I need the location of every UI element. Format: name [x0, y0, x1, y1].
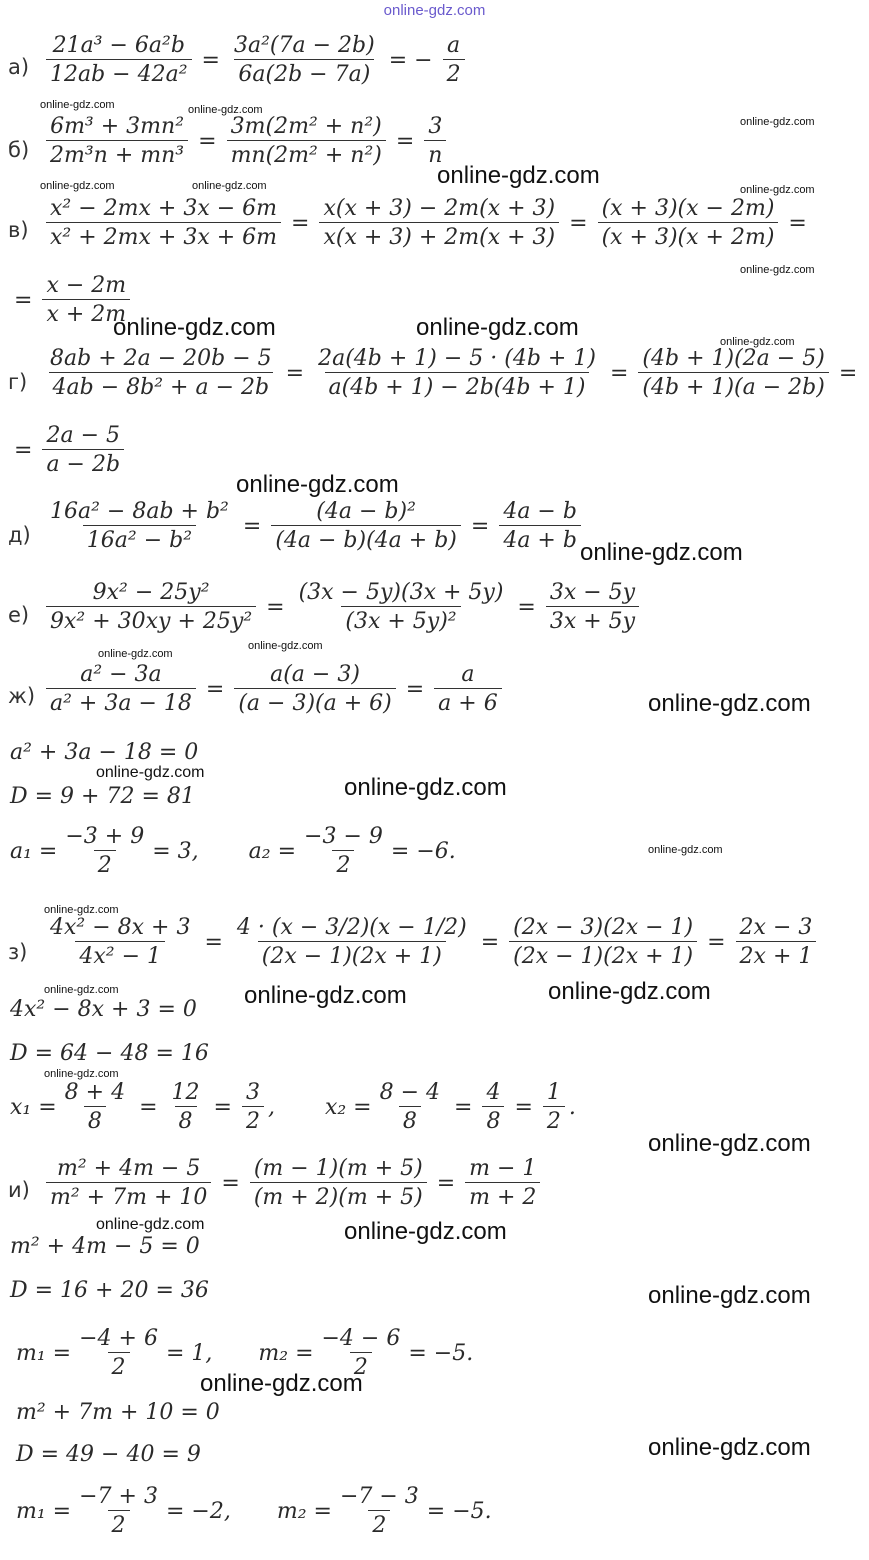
numerator: x − 2m	[46, 273, 127, 298]
numerator: (4a − b)²	[316, 499, 416, 524]
numerator: 9x² − 25y²	[92, 580, 210, 605]
numerator: (4b + 1)(2a − 5)	[642, 346, 825, 371]
equals-sign: =	[291, 210, 310, 236]
fraction	[46, 196, 281, 250]
numerator: 3a²(7a − 2b)	[233, 33, 375, 58]
fraction	[736, 915, 817, 969]
denominator: 12ab − 42a²	[46, 59, 192, 87]
watermark: online-gdz.com	[200, 1370, 363, 1397]
fraction	[168, 1080, 204, 1134]
numerator: 2a − 5	[46, 423, 121, 448]
denominator: (a − 3)(a + 6)	[234, 688, 395, 716]
numerator: 2x − 3	[739, 915, 813, 940]
numerator: −3 − 9	[304, 824, 383, 849]
fraction	[61, 1080, 129, 1134]
numerator: m² + 4m − 5	[56, 1156, 201, 1181]
denominator: (3x + 5y)²	[341, 606, 460, 634]
label-d: д)	[8, 523, 31, 547]
root-value: = −5.	[426, 1498, 492, 1524]
denominator: (2x − 1)(2x + 1)	[258, 941, 446, 969]
top-watermark: online-gdz.com	[383, 2, 486, 19]
fraction	[46, 580, 256, 634]
root-label: x₁ =	[10, 1094, 57, 1120]
numerator: −7 + 3	[79, 1484, 158, 1509]
numerator: m − 1	[469, 1156, 537, 1181]
numerator: a(a − 3)	[270, 662, 360, 687]
watermark: online-gdz.com	[648, 1282, 811, 1309]
denominator: (2x − 1)(2x + 1)	[509, 941, 697, 969]
watermark: online-gdz.com	[236, 471, 399, 498]
denominator: (4b + 1)(a − 2b)	[638, 372, 828, 400]
root-label: m₁ =	[16, 1498, 72, 1524]
label-g: г)	[8, 370, 28, 394]
roots-line	[10, 824, 456, 878]
fraction	[46, 1156, 211, 1210]
equals-sign: =	[569, 210, 588, 236]
equals-sign: =	[198, 128, 217, 154]
denominator: 8	[482, 1106, 504, 1134]
denominator: 16a² − b²	[83, 525, 196, 553]
fraction	[46, 499, 233, 553]
equation-line: m² + 4m − 5 = 0	[10, 1234, 200, 1259]
equation-line: a² + 3a − 18 = 0	[10, 740, 199, 765]
denominator: 4x² − 1	[75, 941, 165, 969]
denominator: (x + 3)(x + 2m)	[598, 222, 779, 250]
discriminant-line: D = 64 − 48 = 16	[10, 1041, 209, 1066]
denominator: 8	[175, 1106, 197, 1134]
numerator: x² − 2mx + 3x − 6m	[50, 196, 278, 221]
denominator: a + 6	[434, 688, 502, 716]
fraction	[336, 1484, 423, 1538]
numerator: 4a − b	[503, 499, 577, 524]
fraction	[546, 580, 639, 634]
numerator: 1	[546, 1080, 561, 1105]
equals-sign: =	[285, 360, 305, 386]
numerator: (2x − 3)(2x − 1)	[513, 915, 694, 940]
fraction	[543, 1080, 565, 1134]
fraction	[482, 1080, 504, 1134]
equals-sign: =	[242, 513, 262, 539]
denominator: mn(2m² + n²)	[227, 140, 386, 168]
denominator: 2x + 1	[736, 941, 817, 969]
denominator: 2	[443, 59, 465, 87]
equation-line: 4x² − 8x + 3 = 0	[10, 997, 197, 1022]
denominator: x² + 2mx + 3x + 6m	[46, 222, 281, 250]
root-label: a₁ =	[10, 838, 58, 864]
equals-sign: =	[609, 360, 629, 386]
denominator: n	[424, 140, 446, 168]
denominator: 2	[368, 1510, 390, 1538]
watermark: online-gdz.com	[580, 539, 743, 566]
fraction	[319, 196, 559, 250]
fraction	[75, 1326, 162, 1380]
fraction	[598, 196, 779, 250]
fraction	[250, 1156, 427, 1210]
numerator: (3x − 5y)(3x + 5y)	[298, 580, 504, 605]
expression-zh	[42, 662, 506, 716]
watermark: online-gdz.com	[44, 904, 119, 916]
equals-sign: =	[514, 1094, 533, 1120]
fraction	[434, 662, 502, 716]
numerator: 4x² − 8x + 3	[50, 915, 191, 940]
fraction	[242, 1080, 264, 1134]
watermark: online-gdz.com	[740, 264, 815, 276]
watermark: online-gdz.com	[192, 180, 267, 192]
watermark: online-gdz.com	[648, 1130, 811, 1157]
numerator: 6m³ + 3mn²	[50, 114, 185, 139]
denominator: 2	[108, 1352, 130, 1380]
fraction	[234, 662, 395, 716]
roots-line: x₁ = $\frac{8 + 4}{8}$ = $\frac{12}{8}$ = $\frac{3}{2}$ , x₂ = $\frac{8 - 4}{8}$ = $\frac{4}{8}$ = $\frac{1}{2}$ .	[10, 1080, 576, 1134]
root-label: m₂ =	[258, 1340, 314, 1366]
equals-sign: =	[470, 513, 490, 539]
equals-sign: =	[707, 929, 726, 955]
root-value: = 1,	[165, 1340, 213, 1366]
watermark: online-gdz.com	[40, 180, 115, 192]
expression-v	[42, 196, 813, 250]
fraction	[638, 346, 828, 400]
fraction	[227, 114, 386, 168]
denominator: 4ab − 8b² + a − 2b	[49, 372, 274, 400]
fraction	[46, 114, 188, 168]
denominator: 4a + b	[499, 525, 581, 553]
watermark: online-gdz.com	[96, 764, 205, 781]
numerator: −4 − 6	[321, 1326, 401, 1351]
label-z: з)	[8, 940, 28, 964]
equals-sign: =	[266, 594, 285, 620]
watermark: online-gdz.com	[113, 314, 276, 341]
discriminant-line: D = 16 + 20 = 36	[10, 1278, 209, 1303]
equals-sign: =	[14, 437, 33, 463]
equals-sign: =	[838, 360, 858, 386]
label-e: е)	[8, 603, 30, 627]
numerator: 4 · (x − 3/2)(x − 1/2)	[236, 915, 467, 940]
numerator: (x + 3)(x − 2m)	[601, 196, 775, 221]
watermark: online-gdz.com	[648, 1434, 811, 1461]
fraction	[46, 346, 276, 400]
root-label: x₂ =	[324, 1094, 372, 1120]
expression-b	[42, 114, 450, 168]
equals-sign: =	[14, 287, 33, 313]
denominator: a − 2b	[42, 449, 124, 477]
watermark: online-gdz.com	[740, 116, 815, 128]
watermark: online-gdz.com	[40, 99, 115, 111]
discriminant-line: D = 9 + 72 = 81	[10, 784, 195, 809]
watermark: online-gdz.com	[548, 978, 711, 1005]
denominator: 8	[84, 1106, 106, 1134]
watermark: online-gdz.com	[740, 184, 815, 196]
numerator: 21a³ − 6a²b	[52, 33, 185, 58]
root-value: = −5.	[408, 1340, 474, 1366]
equals-sign: =	[204, 929, 223, 955]
fraction	[75, 1484, 162, 1538]
equals-sign: =	[480, 929, 500, 955]
denominator: 2	[108, 1510, 130, 1538]
denominator: 2m³n + mn³	[46, 140, 188, 168]
fraction	[230, 33, 379, 87]
root-value: = −2,	[165, 1498, 231, 1524]
denominator: 6a(2b − 7a)	[234, 59, 374, 87]
numerator: 3	[428, 114, 443, 139]
fraction	[46, 662, 196, 716]
watermark: online-gdz.com	[188, 104, 263, 116]
equals-sign: =	[454, 1094, 473, 1120]
denominator: a² + 3a − 18	[46, 688, 196, 716]
watermark: online-gdz.com	[248, 640, 323, 652]
equation-line: m² + 7m + 10 = 0	[16, 1400, 220, 1425]
expression-e	[42, 580, 643, 634]
numerator: a	[461, 662, 475, 687]
numerator: 12	[171, 1080, 200, 1105]
expression-i	[42, 1156, 544, 1210]
label-zh: ж)	[8, 684, 36, 708]
denominator: 2	[543, 1106, 565, 1134]
expression-z	[42, 915, 820, 969]
expression-d	[42, 499, 585, 553]
denominator: 2	[350, 1352, 372, 1380]
numerator: −4 + 6	[79, 1326, 158, 1351]
watermark: online-gdz.com	[344, 1218, 507, 1245]
numerator: −7 − 3	[339, 1484, 419, 1509]
denominator: (4a − b)(4a + b)	[271, 525, 461, 553]
fraction	[233, 915, 471, 969]
equals-sign: =	[436, 1170, 456, 1196]
label-i: и)	[8, 1178, 30, 1202]
denominator: 2	[94, 850, 116, 878]
numerator: 3m(2m² + n²)	[230, 114, 382, 139]
denominator: (m + 2)(m + 5)	[250, 1182, 427, 1210]
fraction	[499, 499, 581, 553]
fraction	[376, 1080, 444, 1134]
watermark: online-gdz.com	[648, 690, 811, 717]
fraction	[509, 915, 697, 969]
equals-sign: =	[517, 594, 536, 620]
discriminant-line: D = 49 − 40 = 9	[16, 1442, 201, 1467]
fraction	[314, 346, 600, 400]
watermark: online-gdz.com	[44, 984, 119, 996]
numerator: −3 + 9	[65, 824, 145, 849]
root-label: m₁ =	[16, 1340, 72, 1366]
denominator: 8	[399, 1106, 421, 1134]
denominator: 2	[332, 850, 354, 878]
equals-sign: =	[405, 676, 425, 702]
numerator: a² − 3a	[80, 662, 162, 687]
numerator: 4	[486, 1080, 501, 1105]
numerator: 8ab + 2a − 20b − 5	[50, 346, 272, 371]
fraction	[465, 1156, 540, 1210]
fraction	[295, 580, 508, 634]
fraction	[424, 114, 446, 168]
equals-sign: =	[201, 47, 220, 73]
fraction	[271, 499, 461, 553]
equals-sign: =	[139, 1094, 158, 1120]
numerator: 3x − 5y	[549, 580, 636, 605]
fraction	[300, 824, 387, 878]
equals-sign: =	[221, 1170, 240, 1196]
watermark: online-gdz.com	[96, 1216, 205, 1233]
equals-sign: =	[395, 128, 415, 154]
denominator: a(4b + 1) − 2b(4b + 1)	[325, 372, 590, 400]
fraction	[443, 33, 465, 87]
fraction	[46, 33, 192, 87]
label-a: а)	[8, 55, 30, 79]
roots-line	[16, 1484, 492, 1538]
denominator: 2	[242, 1106, 264, 1134]
label-v: в)	[8, 218, 29, 242]
denominator: x + 2m	[42, 299, 130, 327]
watermark: online-gdz.com	[244, 982, 407, 1009]
equals-sign: =	[213, 1094, 232, 1120]
equals-minus: = −	[388, 47, 433, 73]
numerator: a	[447, 33, 461, 58]
root-label: m₂ =	[276, 1498, 332, 1524]
denominator: 3x + 5y	[546, 606, 639, 634]
expression-g-result	[8, 423, 128, 477]
root-label: a₂ =	[248, 838, 297, 864]
expression-a	[42, 33, 469, 87]
watermark: online-gdz.com	[44, 1068, 119, 1080]
fraction	[42, 423, 124, 477]
numerator: 3	[245, 1080, 260, 1105]
numerator: (m − 1)(m + 5)	[253, 1156, 423, 1181]
numerator: x(x + 3) − 2m(x + 3)	[323, 196, 556, 221]
watermark: online-gdz.com	[416, 314, 579, 341]
fraction	[46, 915, 194, 969]
numerator: 2a(4b + 1) − 5 · (4b + 1)	[318, 346, 596, 371]
watermark: online-gdz.com	[98, 648, 173, 660]
watermark: online-gdz.com	[720, 336, 795, 348]
numerator: 8 − 4	[379, 1080, 441, 1105]
numerator: 16a² − 8ab + b²	[50, 499, 229, 524]
watermark: online-gdz.com	[437, 162, 600, 189]
label-b: б)	[8, 138, 30, 162]
denominator: 9x² + 30xy + 25y²	[46, 606, 256, 634]
root-value: = −6.	[390, 838, 456, 864]
root-value: = 3,	[152, 838, 199, 864]
denominator: x(x + 3) + 2m(x + 3)	[319, 222, 559, 250]
numerator: 8 + 4	[64, 1080, 126, 1105]
denominator: m + 2	[465, 1182, 540, 1210]
fraction	[61, 824, 148, 878]
watermark: online-gdz.com	[648, 844, 723, 856]
denominator: m² + 7m + 10	[46, 1182, 211, 1210]
equals-sign: =	[788, 210, 807, 236]
watermark: online-gdz.com	[344, 774, 507, 801]
expression-g	[42, 346, 863, 400]
equals-sign: =	[205, 676, 225, 702]
